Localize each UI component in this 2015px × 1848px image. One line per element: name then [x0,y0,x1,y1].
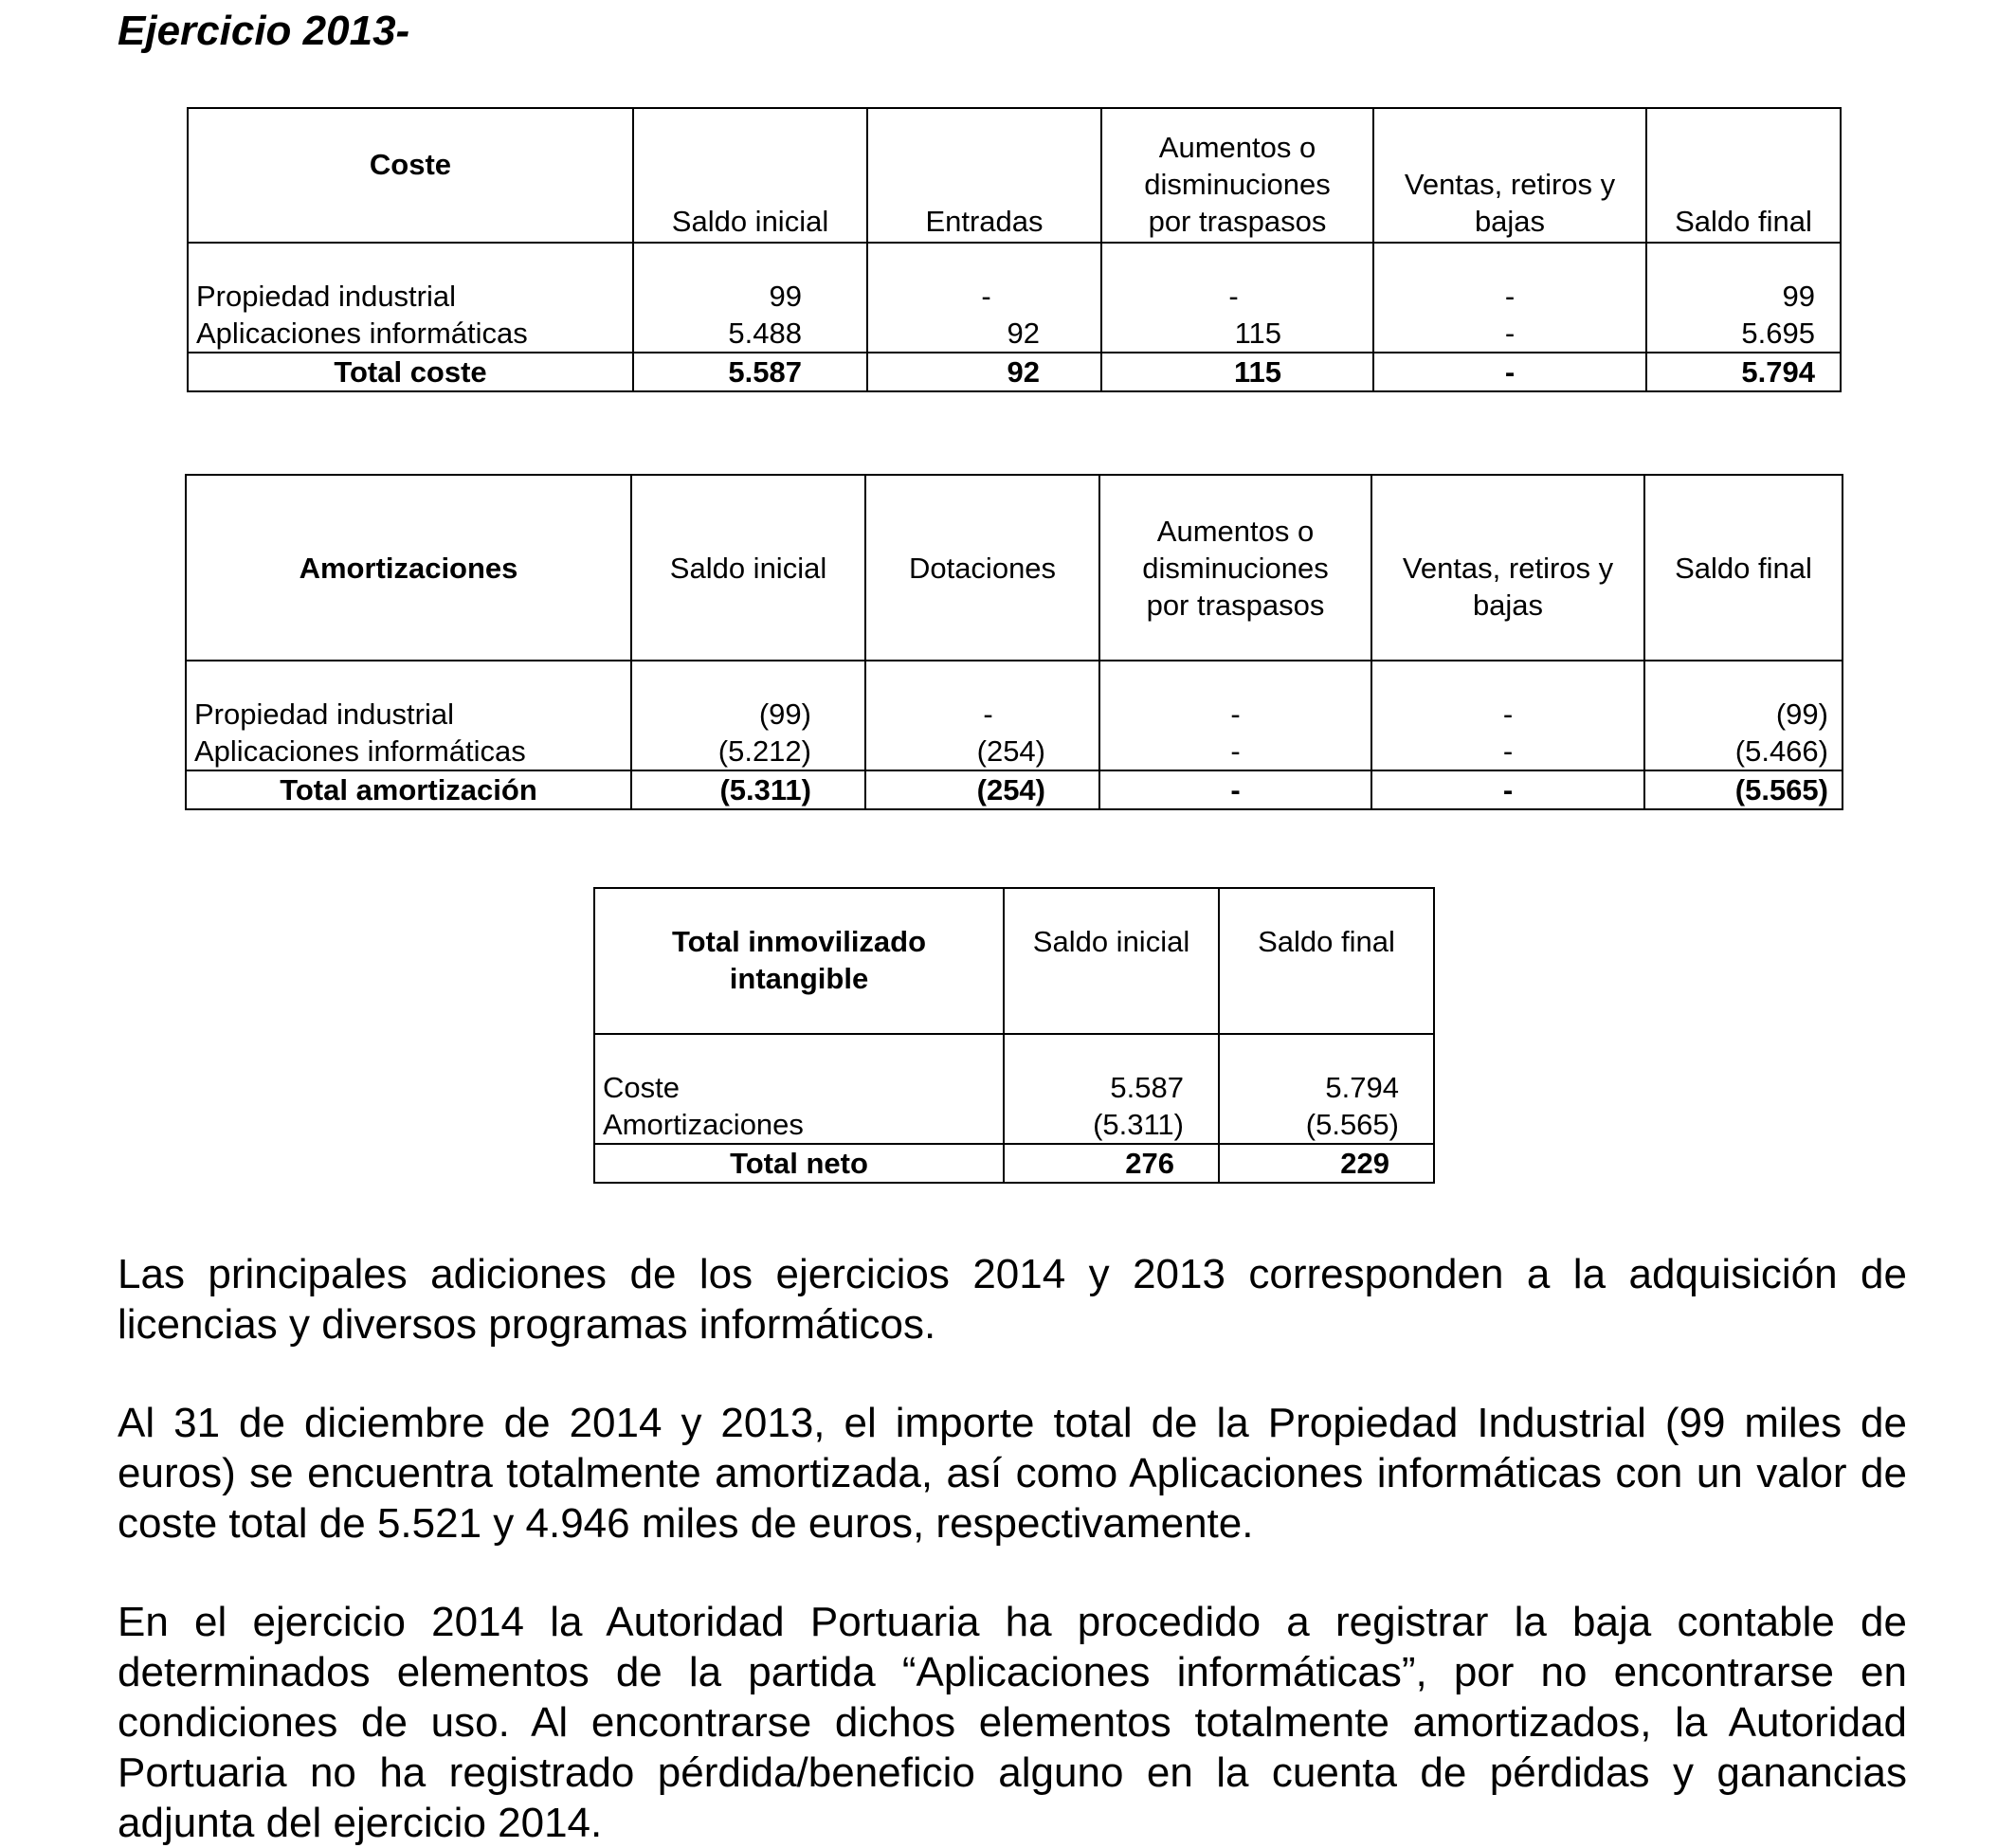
total-ventas: - [1371,770,1644,809]
total-saldo-inicial: 5.587 [633,353,867,391]
section-heading: Ejercicio 2013- [118,8,410,54]
table-header-row [186,475,1843,661]
total-saldo-final: 5.794 [1646,353,1841,391]
amortizaciones-table [185,474,1843,810]
column-header-saldo-final: Saldo final [1646,108,1841,243]
row-labels [594,1034,1004,1144]
table-header-row [188,108,1841,243]
row-label-coste: Coste [603,1071,680,1104]
coste-table [187,107,1842,392]
saldo-inicial-values: 5.587 (5.311) [1004,1034,1219,1144]
total-label: Total neto [594,1144,1004,1183]
total-saldo-inicial: 276 [1004,1144,1219,1183]
ventas-values: - - [1371,661,1644,770]
row-label-propiedad-industrial: Propiedad industrial [194,698,455,731]
saldo-final-values: (99) (5.466) [1644,661,1843,770]
dotaciones-values: - (254) [865,661,1099,770]
column-header-saldo-final: Saldo final [1219,888,1434,1034]
total-inmovilizado-table [593,887,1435,1184]
row-label-amortizaciones: Amortizaciones [603,1108,804,1141]
traspasos-values: - - [1099,661,1371,770]
entradas-values: - 92 [867,243,1101,353]
paragraph-adiciones: Las principales adiciones de los ejercicios 2014 y 2013 corresponden a la adquisición de licencias y diversos programas informáticos. [118,1251,1907,1348]
row-label-header: Total inmovilizado intangible [594,888,1004,1034]
table-body-row [188,243,1841,353]
paragraph-propiedad-industrial: Al 31 de diciembre de 2014 y 2013, el importe total de la Propiedad Industrial (99 miles de euros) se encuentra totalmente amortizada, así como Aplicaciones informáticas con un valor de coste total de 5.521 y 4.946 miles de euros, respectivamente. [118,1400,1907,1547]
table-total-row [594,1144,1434,1183]
column-header-traspasos: Aumentos o disminuciones por traspasos [1099,475,1371,661]
column-header-dotaciones: Dotaciones [865,475,1099,661]
total-traspasos: 115 [1101,353,1373,391]
row-labels [186,661,631,770]
table-body-row [186,661,1843,770]
saldo-final-values: 99 5.695 [1646,243,1841,353]
row-label-header: Amortizaciones [186,475,631,661]
column-header-ventas-retiros-bajas: Ventas, retiros y bajas [1373,108,1646,243]
saldo-inicial-values: (99) (5.212) [631,661,865,770]
saldo-inicial-values: 99 5.488 [633,243,867,353]
table-body-row [594,1034,1434,1144]
total-saldo-final: (5.565) [1644,770,1843,809]
table-header-row [594,888,1434,1034]
total-ventas: - [1373,353,1646,391]
row-label-propiedad-industrial: Propiedad industrial [196,280,457,313]
column-header-saldo-inicial: Saldo inicial [631,475,865,661]
row-labels [188,243,633,353]
column-header-ventas-retiros-bajas: Ventas, retiros y bajas [1371,475,1644,661]
table-total-row [188,353,1841,391]
column-header-saldo-inicial: Saldo inicial [633,108,867,243]
ventas-values: - - [1373,243,1646,353]
total-entradas: 92 [867,353,1101,391]
table-total-row [186,770,1843,809]
row-label-aplicaciones-informaticas: Aplicaciones informáticas [194,734,526,768]
total-label: Total coste [188,353,633,391]
total-saldo-inicial: (5.311) [631,770,865,809]
saldo-final-values: 5.794 (5.565) [1219,1034,1434,1144]
total-label: Total amortización [186,770,631,809]
column-header-entradas: Entradas [867,108,1101,243]
traspasos-values: - 115 [1101,243,1373,353]
row-label-aplicaciones-informaticas: Aplicaciones informáticas [196,317,528,350]
total-traspasos: - [1099,770,1371,809]
row-label-header: Coste [188,108,633,243]
total-saldo-final: 229 [1219,1144,1434,1183]
column-header-traspasos: Aumentos o disminuciones por traspasos [1101,108,1373,243]
column-header-saldo-final: Saldo final [1644,475,1843,661]
column-header-saldo-inicial: Saldo inicial [1004,888,1219,1034]
paragraph-baja-contable: En el ejercicio 2014 la Autoridad Portuaria ha procedido a registrar la baja contable de determinados elementos de la partida “Aplicaciones informáticas”, por no encontrarse en condiciones de uso. Al encontrarse dichos elementos totalmente amortizados, la Autoridad Portuaria no ha registrado pérdida/beneficio alguno en la cuenta de pérdidas y ganancias adjunta del ejercicio 2014. [118,1599,1907,1846]
total-dotaciones: (254) [865,770,1099,809]
